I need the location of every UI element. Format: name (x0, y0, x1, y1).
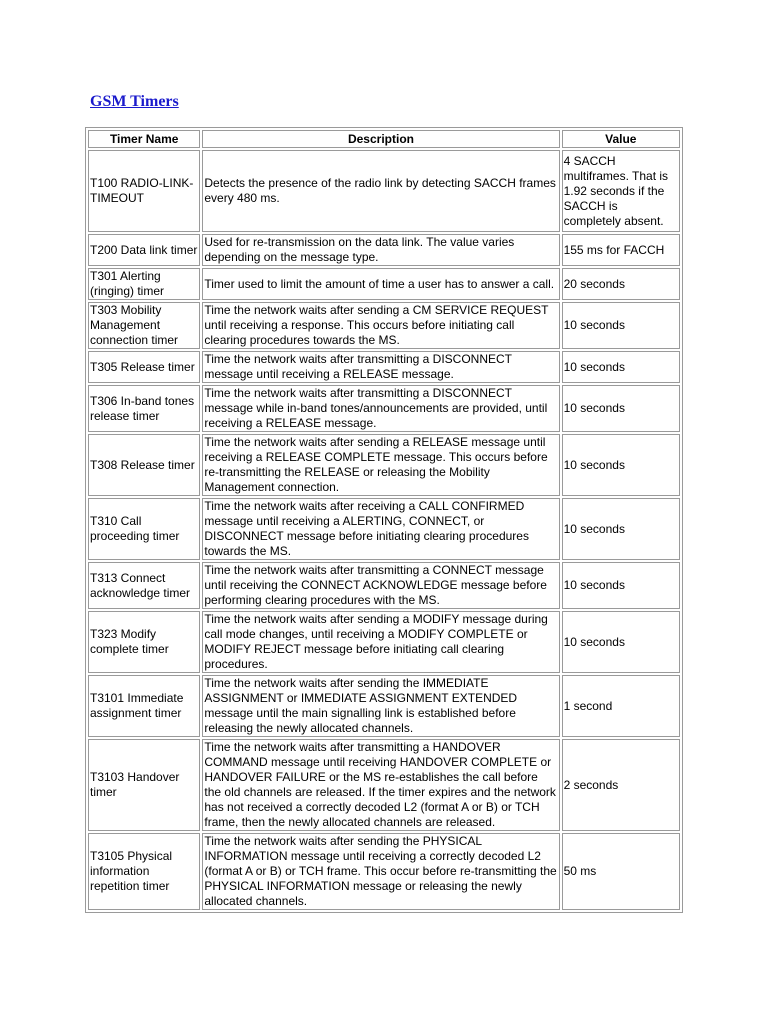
timer-name-cell: T3103 Handover timer (88, 739, 200, 831)
table-row (88, 385, 680, 432)
value-cell: 10 seconds (562, 611, 680, 673)
header-timer-name: Timer Name (88, 130, 200, 148)
value-cell: 1 second (562, 675, 680, 737)
description-cell: Time the network waits after sending a CM SERVICE REQUEST until receiving a response. This occurs before initiating call clearing procedures towards the MS. (202, 302, 559, 349)
description-cell: Time the network waits after receiving a CALL CONFIRMED message until receiving a ALERTING, CONNECT, or DISCONNECT message before initiating clearing procedures towards the MS. (202, 498, 559, 560)
description-cell: Used for re-transmission on the data link. The value varies depending on the message type. (202, 234, 559, 266)
timer-name-cell: T305 Release timer (88, 351, 200, 383)
description-cell: Time the network waits after transmitting a DISCONNECT message until receiving a RELEASE message. (202, 351, 559, 383)
value-cell: 50 ms (562, 833, 680, 910)
table-row (88, 302, 680, 349)
timer-name-cell: T3105 Physical information repetition timer (88, 833, 200, 910)
page-title[interactable]: GSM Timers (90, 93, 179, 110)
table-header-row (88, 130, 680, 148)
header-value: Value (562, 130, 680, 148)
timer-name-cell: T100 RADIO-LINK-TIMEOUT (88, 150, 200, 232)
table-row (88, 234, 680, 266)
value-cell: 10 seconds (562, 434, 680, 496)
value-cell: 155 ms for FACCH (562, 234, 680, 266)
description-cell: Detects the presence of the radio link by detecting SACCH frames every 480 ms. (202, 150, 559, 232)
table-row (88, 434, 680, 496)
description-cell: Time the network waits after transmitting a DISCONNECT message while in-band tones/announcements are provided, until receiving a RELEASE message. (202, 385, 559, 432)
description-cell: Time the network waits after sending the IMMEDIATE ASSIGNMENT or IMMEDIATE ASSIGNMENT EXTENDED message until the main signalling link is established before releasing the newly allocated channels. (202, 675, 559, 737)
timer-name-cell: T303 Mobility Management connection timer (88, 302, 200, 349)
table-row (88, 611, 680, 673)
value-cell: 10 seconds (562, 498, 680, 560)
gsm-timers-table (85, 127, 683, 913)
value-cell: 10 seconds (562, 351, 680, 383)
table-row (88, 562, 680, 609)
table-row (88, 268, 680, 300)
table-row (88, 150, 680, 232)
description-cell: Time the network waits after transmitting a CONNECT message until receiving the CONNECT ACKNOWLEDGE message before performing clearing procedures with the MS. (202, 562, 559, 609)
value-cell: 2 seconds (562, 739, 680, 831)
description-cell: Time the network waits after sending the PHYSICAL INFORMATION message until receiving a correctly decoded L2 (format A or B) or TCH frame. This occur before re-transmitting the PHYSICAL INFORMATION message or releasing the newly allocated channels. (202, 833, 559, 910)
table-row (88, 833, 680, 910)
timer-name-cell: T313 Connect acknowledge timer (88, 562, 200, 609)
description-cell: Timer used to limit the amount of time a user has to answer a call. (202, 268, 559, 300)
value-cell: 10 seconds (562, 562, 680, 609)
timer-name-cell: T323 Modify complete timer (88, 611, 200, 673)
table-row (88, 498, 680, 560)
description-cell: Time the network waits after sending a MODIFY message during call mode changes, until receiving a MODIFY COMPLETE or MODIFY REJECT message before initiating call clearing procedures. (202, 611, 559, 673)
value-cell: 20 seconds (562, 268, 680, 300)
timer-name-cell: T306 In-band tones release timer (88, 385, 200, 432)
timer-name-cell: T200 Data link timer (88, 234, 200, 266)
description-cell: Time the network waits after sending a RELEASE message until receiving a RELEASE COMPLETE message. This occurs before re-transmitting the RELEASE or releasing the Mobility Management connection. (202, 434, 559, 496)
description-cell: Time the network waits after transmitting a HANDOVER COMMAND message until receiving HANDOVER COMPLETE or HANDOVER FAILURE or the MS re-establishes the call before the old channels are released. If the timer expires and the network has not received a correctly decoded L2 (format A or B) or TCH frame, then the newly allocated channels are released. (202, 739, 559, 831)
value-cell: 10 seconds (562, 302, 680, 349)
table-row (88, 739, 680, 831)
header-description: Description (202, 130, 559, 148)
timer-name-cell: T308 Release timer (88, 434, 200, 496)
value-cell: 10 seconds (562, 385, 680, 432)
table-row (88, 675, 680, 737)
timer-name-cell: T310 Call proceeding timer (88, 498, 200, 560)
value-cell: 4 SACCH multiframes. That is 1.92 seconds if the SACCH is completely absent. (562, 150, 680, 232)
timer-name-cell: T3101 Immediate assignment timer (88, 675, 200, 737)
timer-name-cell: T301 Alerting (ringing) timer (88, 268, 200, 300)
table-row (88, 351, 680, 383)
